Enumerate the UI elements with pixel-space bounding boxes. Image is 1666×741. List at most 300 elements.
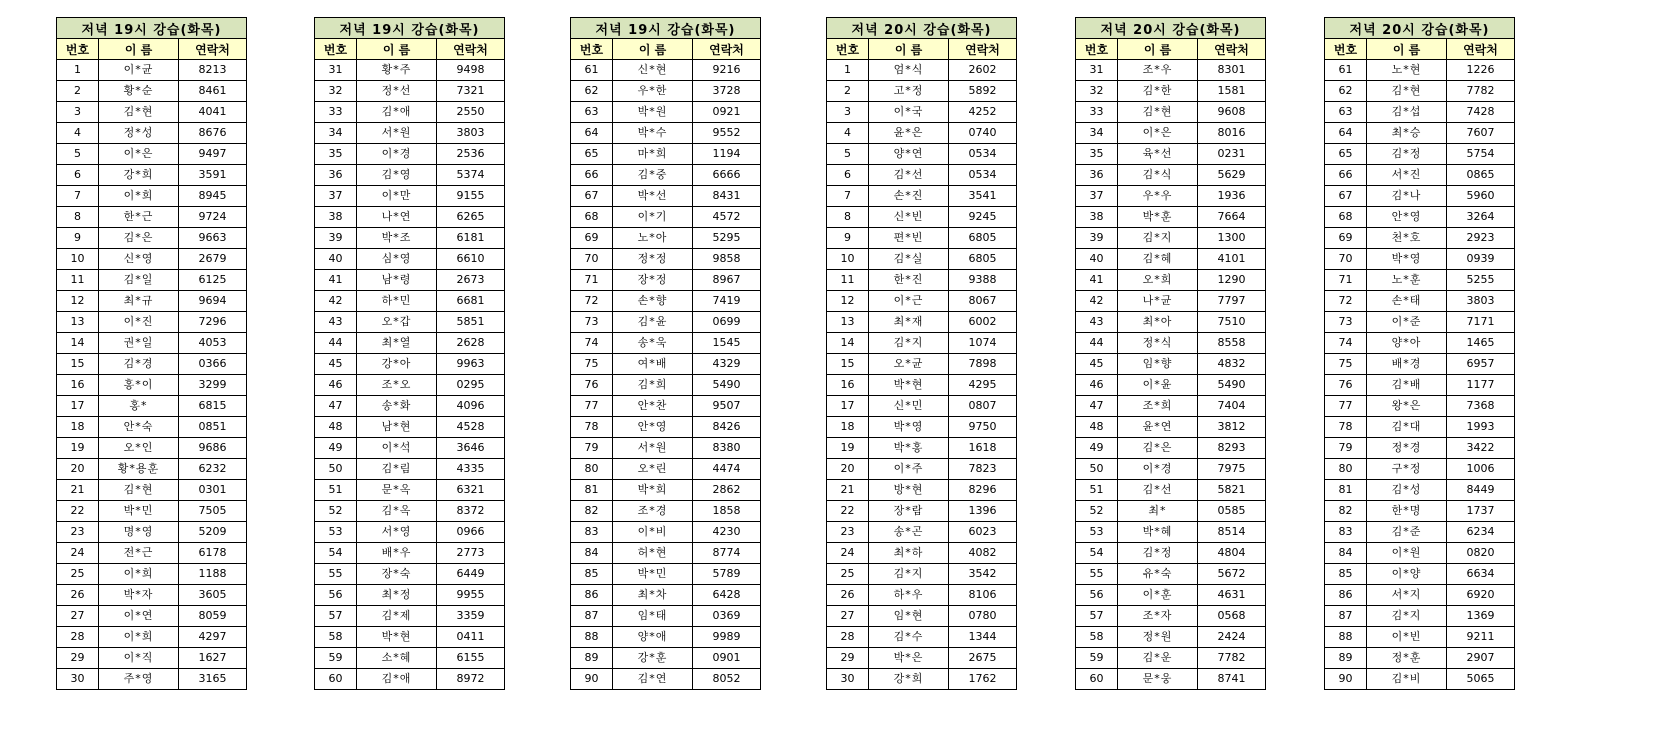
- row-name: 허*현: [613, 543, 693, 564]
- table-row: [57, 333, 247, 354]
- row-contact: 7664: [1198, 207, 1266, 228]
- row-number: 37: [315, 186, 357, 207]
- row-number: 69: [1325, 228, 1367, 249]
- row-contact: 9686: [179, 438, 247, 459]
- table-row: [1076, 354, 1266, 375]
- table-row: [827, 102, 1017, 123]
- row-number: 78: [571, 417, 613, 438]
- row-number: 79: [1325, 438, 1367, 459]
- table-row: [1325, 564, 1515, 585]
- row-number: 42: [1076, 291, 1118, 312]
- row-number: 10: [57, 249, 99, 270]
- row-number: 50: [315, 459, 357, 480]
- row-contact: 4329: [693, 354, 761, 375]
- table-title: 저녁 20시 강습(화목): [1325, 18, 1515, 39]
- table-row: [571, 480, 761, 501]
- row-contact: 1993: [1447, 417, 1515, 438]
- row-number: 28: [827, 627, 869, 648]
- row-number: 59: [1076, 648, 1118, 669]
- row-contact: 9216: [693, 60, 761, 81]
- table-row: [57, 438, 247, 459]
- row-contact: 8380: [693, 438, 761, 459]
- row-name: 명*영: [99, 522, 179, 543]
- row-number: 44: [315, 333, 357, 354]
- column-header-name: 이 름: [357, 39, 437, 60]
- table-row: [1076, 186, 1266, 207]
- row-number: 33: [1076, 102, 1118, 123]
- row-contact: 9663: [179, 228, 247, 249]
- row-name: 김*실: [869, 249, 949, 270]
- row-name: 최*재: [869, 312, 949, 333]
- table-row: [1076, 627, 1266, 648]
- table-row: [57, 375, 247, 396]
- row-name: 김*수: [869, 627, 949, 648]
- table-row: [827, 648, 1017, 669]
- row-number: 61: [571, 60, 613, 81]
- row-name: 우*한: [613, 81, 693, 102]
- row-name: 오*갑: [357, 312, 437, 333]
- row-name: 김*경: [99, 354, 179, 375]
- row-number: 52: [315, 501, 357, 522]
- row-contact: 2536: [437, 144, 505, 165]
- table-row: [1076, 417, 1266, 438]
- row-contact: 0585: [1198, 501, 1266, 522]
- row-name: 정*식: [1118, 333, 1198, 354]
- row-name: 이*희: [99, 627, 179, 648]
- table-row: [57, 186, 247, 207]
- row-number: 85: [1325, 564, 1367, 585]
- row-name: 전*근: [99, 543, 179, 564]
- table-row: [57, 144, 247, 165]
- row-number: 46: [1076, 375, 1118, 396]
- row-name: 조*자: [1118, 606, 1198, 627]
- row-number: 34: [1076, 123, 1118, 144]
- row-contact: 0807: [949, 396, 1017, 417]
- row-name: 강*희: [869, 669, 949, 690]
- column-header-no: 번호: [571, 39, 613, 60]
- table-row: [571, 438, 761, 459]
- row-contact: 6428: [693, 585, 761, 606]
- row-number: 88: [571, 627, 613, 648]
- row-name: 방*현: [869, 480, 949, 501]
- table-row: [57, 123, 247, 144]
- table-row: [57, 207, 247, 228]
- row-number: 86: [571, 585, 613, 606]
- row-name: 조*오: [357, 375, 437, 396]
- table-row: [57, 543, 247, 564]
- row-name: 김*나: [1367, 186, 1447, 207]
- row-name: 김*지: [1367, 606, 1447, 627]
- row-number: 67: [571, 186, 613, 207]
- row-contact: 5065: [1447, 669, 1515, 690]
- table-row: [57, 165, 247, 186]
- row-number: 57: [315, 606, 357, 627]
- table-row: [1076, 102, 1266, 123]
- table-row: [827, 480, 1017, 501]
- row-name: 소*혜: [357, 648, 437, 669]
- header-row: [315, 39, 505, 60]
- table-row: [315, 81, 505, 102]
- table-row: [1076, 648, 1266, 669]
- row-number: 63: [1325, 102, 1367, 123]
- row-number: 3: [827, 102, 869, 123]
- row-number: 24: [57, 543, 99, 564]
- row-contact: 0295: [437, 375, 505, 396]
- row-name: 김*배: [1367, 375, 1447, 396]
- row-name: 정*선: [357, 81, 437, 102]
- row-name: 권*일: [99, 333, 179, 354]
- row-name: 천*호: [1367, 228, 1447, 249]
- row-name: 우*우: [1118, 186, 1198, 207]
- row-number: 32: [315, 81, 357, 102]
- row-number: 58: [315, 627, 357, 648]
- column-header-contact: 연락처: [949, 39, 1017, 60]
- table-row: [571, 60, 761, 81]
- row-contact: 8449: [1447, 480, 1515, 501]
- table-row: [827, 354, 1017, 375]
- row-number: 43: [1076, 312, 1118, 333]
- row-contact: 6815: [179, 396, 247, 417]
- table-title-row: [315, 18, 505, 39]
- table-row: [827, 228, 1017, 249]
- row-name: 장*정: [613, 270, 693, 291]
- row-contact: 9507: [693, 396, 761, 417]
- row-name: 남*현: [357, 417, 437, 438]
- row-contact: 4804: [1198, 543, 1266, 564]
- row-name: 양*아: [1367, 333, 1447, 354]
- row-name: 최*차: [613, 585, 693, 606]
- row-number: 53: [315, 522, 357, 543]
- row-contact: 4053: [179, 333, 247, 354]
- row-contact: 6232: [179, 459, 247, 480]
- row-name: 조*희: [1118, 396, 1198, 417]
- row-name: 노*아: [613, 228, 693, 249]
- row-contact: 1936: [1198, 186, 1266, 207]
- row-number: 58: [1076, 627, 1118, 648]
- table-row: [315, 627, 505, 648]
- row-contact: 8426: [693, 417, 761, 438]
- table-row: [315, 291, 505, 312]
- row-name: 박*혜: [1118, 522, 1198, 543]
- row-number: 53: [1076, 522, 1118, 543]
- row-name: 임*현: [869, 606, 949, 627]
- row-name: 김*정: [1118, 543, 1198, 564]
- row-name: 이*희: [99, 186, 179, 207]
- row-contact: 6178: [179, 543, 247, 564]
- row-name: 문*웅: [1118, 669, 1198, 690]
- table-row: [571, 669, 761, 690]
- row-name: 장*숙: [357, 564, 437, 585]
- row-number: 68: [571, 207, 613, 228]
- table-row: [1325, 102, 1515, 123]
- row-contact: 7404: [1198, 396, 1266, 417]
- table-row: [827, 249, 1017, 270]
- row-name: 신*현: [613, 60, 693, 81]
- table-row: [57, 312, 247, 333]
- table-row: [827, 270, 1017, 291]
- row-contact: 4295: [949, 375, 1017, 396]
- row-number: 6: [827, 165, 869, 186]
- row-contact: 8967: [693, 270, 761, 291]
- row-number: 19: [57, 438, 99, 459]
- row-contact: 8059: [179, 606, 247, 627]
- column-header-no: 번호: [57, 39, 99, 60]
- row-contact: 3803: [437, 123, 505, 144]
- row-number: 23: [827, 522, 869, 543]
- row-number: 83: [1325, 522, 1367, 543]
- row-name: 고*정: [869, 81, 949, 102]
- table-row: [1076, 60, 1266, 81]
- row-contact: 1581: [1198, 81, 1266, 102]
- table-row: [571, 102, 761, 123]
- row-contact: 0411: [437, 627, 505, 648]
- row-number: 54: [315, 543, 357, 564]
- table-row: [1076, 480, 1266, 501]
- row-number: 20: [827, 459, 869, 480]
- row-number: 48: [1076, 417, 1118, 438]
- row-number: 27: [827, 606, 869, 627]
- row-name: 박*민: [613, 564, 693, 585]
- row-name: 엄*식: [869, 60, 949, 81]
- row-contact: 9858: [693, 249, 761, 270]
- table-row: [57, 627, 247, 648]
- table-row: [1076, 501, 1266, 522]
- row-number: 34: [315, 123, 357, 144]
- row-name: 강*희: [99, 165, 179, 186]
- row-number: 83: [571, 522, 613, 543]
- roster-table: [314, 17, 505, 690]
- table-row: [315, 312, 505, 333]
- row-contact: 7607: [1447, 123, 1515, 144]
- row-name: 박*은: [869, 648, 949, 669]
- table-row: [1325, 438, 1515, 459]
- column-header-no: 번호: [1325, 39, 1367, 60]
- row-name: 윤*은: [869, 123, 949, 144]
- table-title-row: [1076, 18, 1266, 39]
- row-name: 안*찬: [613, 396, 693, 417]
- row-contact: 1858: [693, 501, 761, 522]
- table-row: [827, 396, 1017, 417]
- table-row: [57, 564, 247, 585]
- table-row: [1076, 564, 1266, 585]
- table-row: [1076, 249, 1266, 270]
- table-row: [571, 396, 761, 417]
- row-contact: 0921: [693, 102, 761, 123]
- row-name: 이*준: [1367, 312, 1447, 333]
- row-contact: 0568: [1198, 606, 1266, 627]
- row-number: 80: [571, 459, 613, 480]
- row-number: 73: [1325, 312, 1367, 333]
- table-row: [827, 606, 1017, 627]
- row-name: 서*지: [1367, 585, 1447, 606]
- column-header-name: 이 름: [1367, 39, 1447, 60]
- row-contact: 5374: [437, 165, 505, 186]
- row-number: 65: [571, 144, 613, 165]
- row-name: 신*빈: [869, 207, 949, 228]
- row-contact: 5960: [1447, 186, 1515, 207]
- row-contact: 3359: [437, 606, 505, 627]
- row-number: 72: [571, 291, 613, 312]
- row-name: 김*은: [99, 228, 179, 249]
- table-row: [1076, 123, 1266, 144]
- table-row: [571, 228, 761, 249]
- column-header-name: 이 름: [613, 39, 693, 60]
- row-number: 15: [827, 354, 869, 375]
- row-contact: 7505: [179, 501, 247, 522]
- row-name: 배*우: [357, 543, 437, 564]
- row-contact: 9694: [179, 291, 247, 312]
- row-number: 23: [57, 522, 99, 543]
- row-number: 40: [1076, 249, 1118, 270]
- row-contact: 3803: [1447, 291, 1515, 312]
- row-name: 송*화: [357, 396, 437, 417]
- table-row: [827, 312, 1017, 333]
- row-contact: 2424: [1198, 627, 1266, 648]
- row-contact: 7898: [949, 354, 1017, 375]
- row-contact: 7321: [437, 81, 505, 102]
- row-number: 12: [827, 291, 869, 312]
- row-name: 임*태: [613, 606, 693, 627]
- table-row: [57, 648, 247, 669]
- row-name: 정*정: [613, 249, 693, 270]
- row-name: 마*희: [613, 144, 693, 165]
- row-number: 3: [57, 102, 99, 123]
- row-contact: 9155: [437, 186, 505, 207]
- table-row: [571, 249, 761, 270]
- row-name: 김*윤: [613, 312, 693, 333]
- column-header-contact: 연락처: [693, 39, 761, 60]
- table-row: [315, 606, 505, 627]
- row-number: 90: [1325, 669, 1367, 690]
- row-number: 13: [827, 312, 869, 333]
- row-name: 홍*: [99, 396, 179, 417]
- row-contact: 4528: [437, 417, 505, 438]
- row-contact: 9211: [1447, 627, 1515, 648]
- row-name: 오*균: [869, 354, 949, 375]
- table-row: [571, 543, 761, 564]
- row-number: 41: [315, 270, 357, 291]
- row-number: 81: [571, 480, 613, 501]
- row-name: 강*아: [357, 354, 437, 375]
- row-contact: 6265: [437, 207, 505, 228]
- row-contact: 9498: [437, 60, 505, 81]
- header-row: [1325, 39, 1515, 60]
- row-contact: 5629: [1198, 165, 1266, 186]
- table-row: [827, 459, 1017, 480]
- row-name: 강*훈: [613, 648, 693, 669]
- row-number: 1: [57, 60, 99, 81]
- row-name: 김*운: [1118, 648, 1198, 669]
- row-number: 39: [315, 228, 357, 249]
- table-title-row: [1325, 18, 1515, 39]
- row-number: 51: [315, 480, 357, 501]
- table-row: [571, 123, 761, 144]
- table-row: [315, 564, 505, 585]
- table-row: [315, 396, 505, 417]
- row-contact: 9552: [693, 123, 761, 144]
- column-header-no: 번호: [1076, 39, 1118, 60]
- row-name: 노*훈: [1367, 270, 1447, 291]
- table-row: [1325, 606, 1515, 627]
- row-name: 양*애: [613, 627, 693, 648]
- table-title-row: [571, 18, 761, 39]
- table-row: [571, 648, 761, 669]
- row-contact: 5892: [949, 81, 1017, 102]
- row-name: 박*민: [99, 501, 179, 522]
- table-row: [315, 438, 505, 459]
- row-number: 9: [57, 228, 99, 249]
- row-contact: 3646: [437, 438, 505, 459]
- row-number: 59: [315, 648, 357, 669]
- row-number: 25: [827, 564, 869, 585]
- row-name: 안*영: [1367, 207, 1447, 228]
- row-name: 최*열: [357, 333, 437, 354]
- row-contact: 6610: [437, 249, 505, 270]
- row-name: 이*희: [99, 564, 179, 585]
- table-row: [1076, 144, 1266, 165]
- row-contact: 0851: [179, 417, 247, 438]
- row-contact: 8461: [179, 81, 247, 102]
- row-name: 김*지: [1118, 228, 1198, 249]
- row-name: 배*경: [1367, 354, 1447, 375]
- row-number: 38: [1076, 207, 1118, 228]
- row-contact: 6234: [1447, 522, 1515, 543]
- table-row: [827, 417, 1017, 438]
- column-header-contact: 연락처: [437, 39, 505, 60]
- table-row: [1076, 312, 1266, 333]
- table-row: [1325, 144, 1515, 165]
- row-name: 이*석: [357, 438, 437, 459]
- row-name: 김*일: [99, 270, 179, 291]
- table-row: [57, 291, 247, 312]
- row-name: 박*수: [613, 123, 693, 144]
- row-contact: 4631: [1198, 585, 1266, 606]
- column-header-contact: 연락처: [1198, 39, 1266, 60]
- row-number: 20: [57, 459, 99, 480]
- table-row: [571, 501, 761, 522]
- table-row: [57, 522, 247, 543]
- row-contact: 7510: [1198, 312, 1266, 333]
- row-contact: 0966: [437, 522, 505, 543]
- table-row: [571, 81, 761, 102]
- row-contact: 0939: [1447, 249, 1515, 270]
- row-number: 84: [571, 543, 613, 564]
- row-contact: 0366: [179, 354, 247, 375]
- row-contact: 3165: [179, 669, 247, 690]
- row-number: 52: [1076, 501, 1118, 522]
- table-row: [1325, 522, 1515, 543]
- table-row: [315, 144, 505, 165]
- table-row: [315, 228, 505, 249]
- row-contact: 0865: [1447, 165, 1515, 186]
- row-name: 안*숙: [99, 417, 179, 438]
- row-number: 11: [827, 270, 869, 291]
- row-name: 한*근: [99, 207, 179, 228]
- row-number: 55: [315, 564, 357, 585]
- table-row: [571, 522, 761, 543]
- row-name: 이*윤: [1118, 375, 1198, 396]
- row-contact: 2907: [1447, 648, 1515, 669]
- row-name: 한*진: [869, 270, 949, 291]
- row-number: 70: [571, 249, 613, 270]
- row-name: 김*애: [357, 102, 437, 123]
- row-name: 이*기: [613, 207, 693, 228]
- row-number: 40: [315, 249, 357, 270]
- row-number: 67: [1325, 186, 1367, 207]
- row-contact: 4041: [179, 102, 247, 123]
- row-name: 손*태: [1367, 291, 1447, 312]
- row-contact: 8774: [693, 543, 761, 564]
